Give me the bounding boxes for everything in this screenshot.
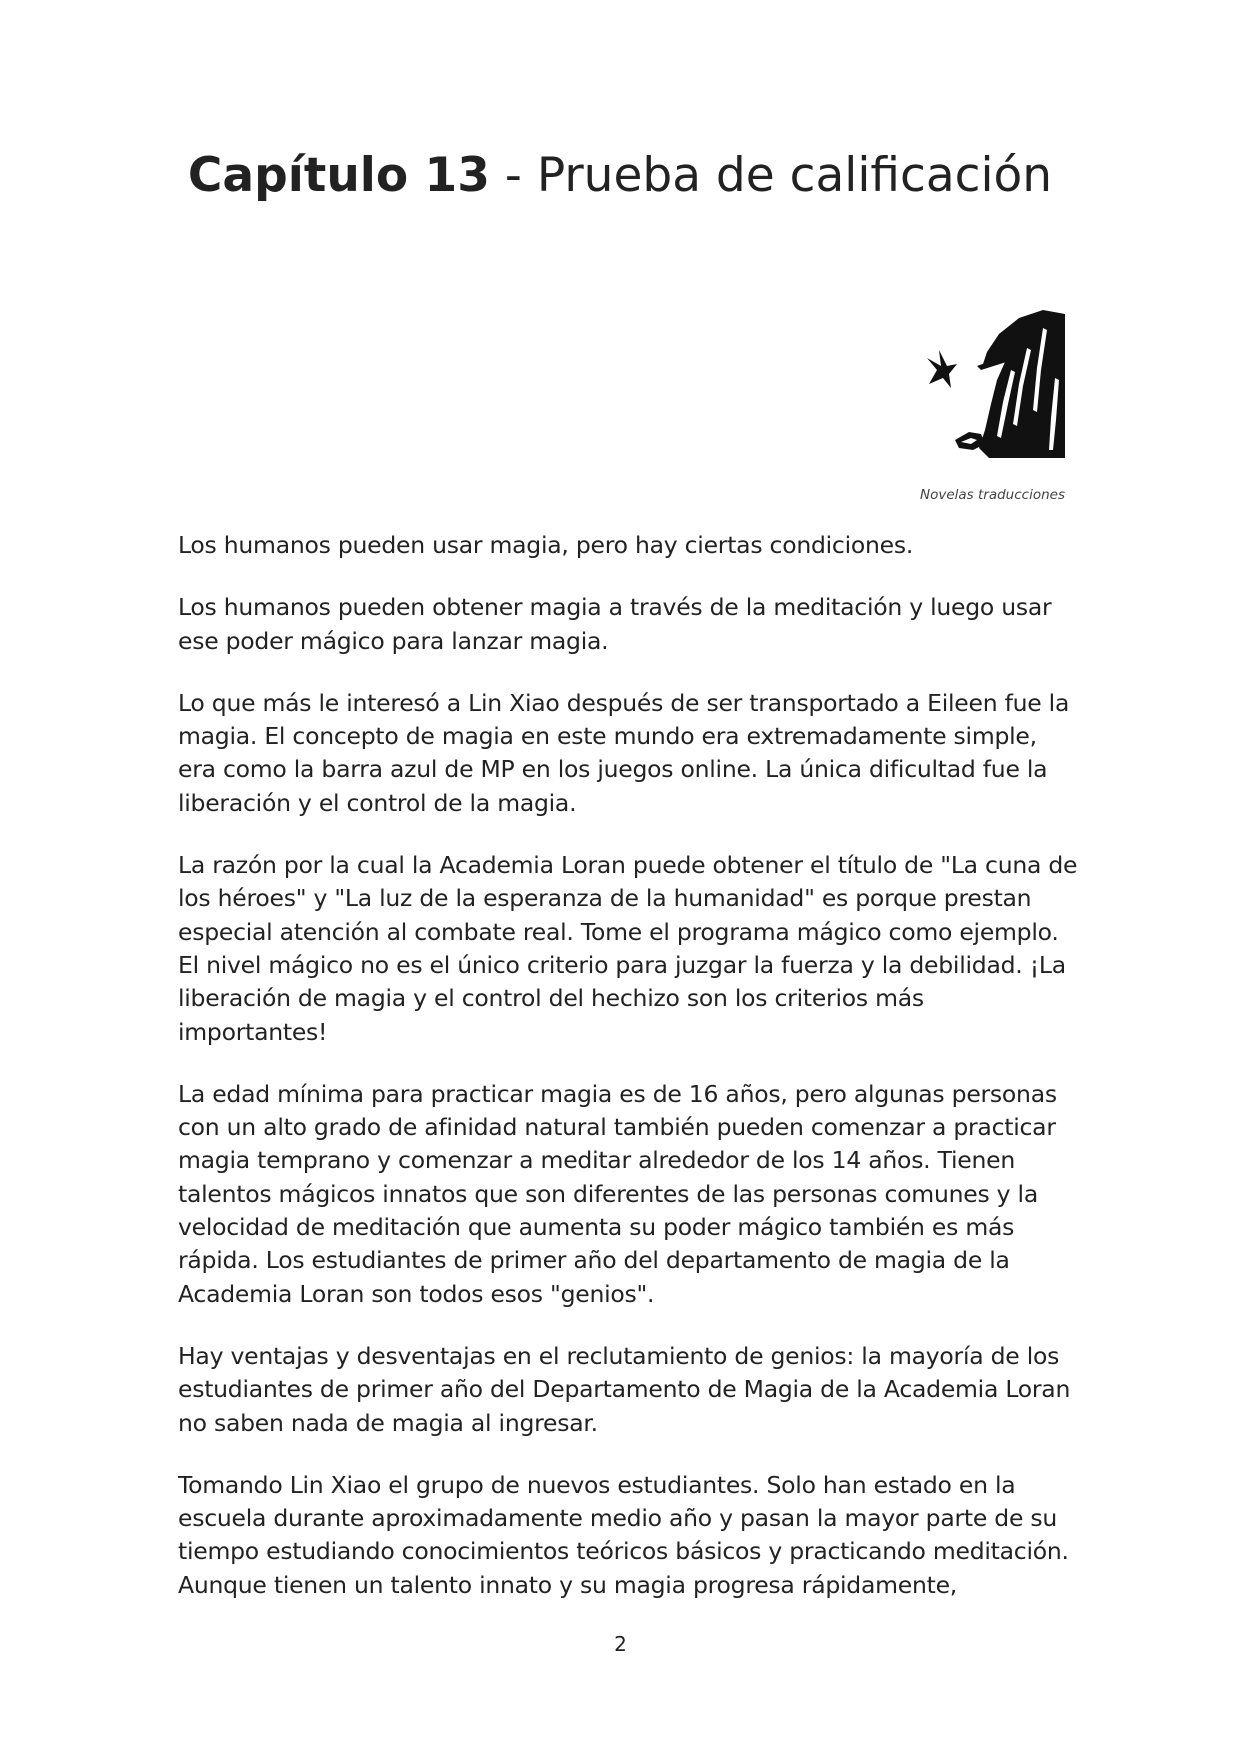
chapter-title <box>150 146 1090 206</box>
logo-caption: Novelas traducciones <box>920 487 1065 503</box>
paragraph: Los humanos pueden obtener magia a través de la meditación y luego usar ese poder mágico para lanzar magia. <box>178 593 1052 655</box>
chapter-body <box>178 529 1078 1631</box>
paragraph: Tomando Lin Xiao el grupo de nuevos estudiantes. Solo han estado en la escuela durante aproximadamente medio año y pasan la mayor parte de su tiempo estudiando conocimientos teóricos básicos y practicando meditación. Aunque tienen un talento innato y su magia progresa rápidamente, <box>178 1470 1069 1599</box>
paragraph: La razón por la cual la Academia Loran puede obtener el título de "La cuna de los héroes" y "La luz de la esperanza de la humanidad" es porque prestan especial atención al combate real. Tome el programa mágico como ejemplo. El nivel mágico no es el único criterio para juzgar la fuerza y la debilidad. ¡La liberación de magia y el control del hechizo son los criterios más importantes! <box>178 851 1078 1046</box>
chapter-label: Capítulo 13 <box>187 148 490 203</box>
page-number: 2 <box>614 1632 627 1656</box>
paragraph: Los humanos pueden usar magia, pero hay ciertas condiciones. <box>178 531 914 559</box>
chapter-subtitle: Prueba de calificación <box>536 148 1053 203</box>
paragraph: Hay ventajas y desventajas en el reclutamiento de genios: la mayoría de los estudiantes de primer año del Departamento de Magia de la Academia Loran no saben nada de magia al ingresar. <box>178 1341 1071 1437</box>
hooded-figure-with-bird-icon <box>915 308 1065 460</box>
title-separator: - <box>489 148 537 203</box>
paragraph: Lo que más le interesó a Lin Xiao después de ser transportado a Eileen fue la magia. El concepto de magia en este mundo era extremadamente simple, era como la barra azul de MP en los juegos online. La única dificultad fue la liberación y el control de la magia. <box>178 688 1070 817</box>
paragraph: La edad mínima para practicar magia es de 16 años, pero algunas personas con un alto grado de afinidad natural también pueden comenzar a practicar magia temprano y comenzar a meditar alrededor de los 14 años. Tienen talentos mágicos innatos que son diferentes de las personas comunes y la velocidad de meditación que aumenta su poder mágico también es más rápida. Los estudiantes de primer año del departamento de magia de la Academia Loran son todos esos "genios". <box>178 1079 1057 1308</box>
